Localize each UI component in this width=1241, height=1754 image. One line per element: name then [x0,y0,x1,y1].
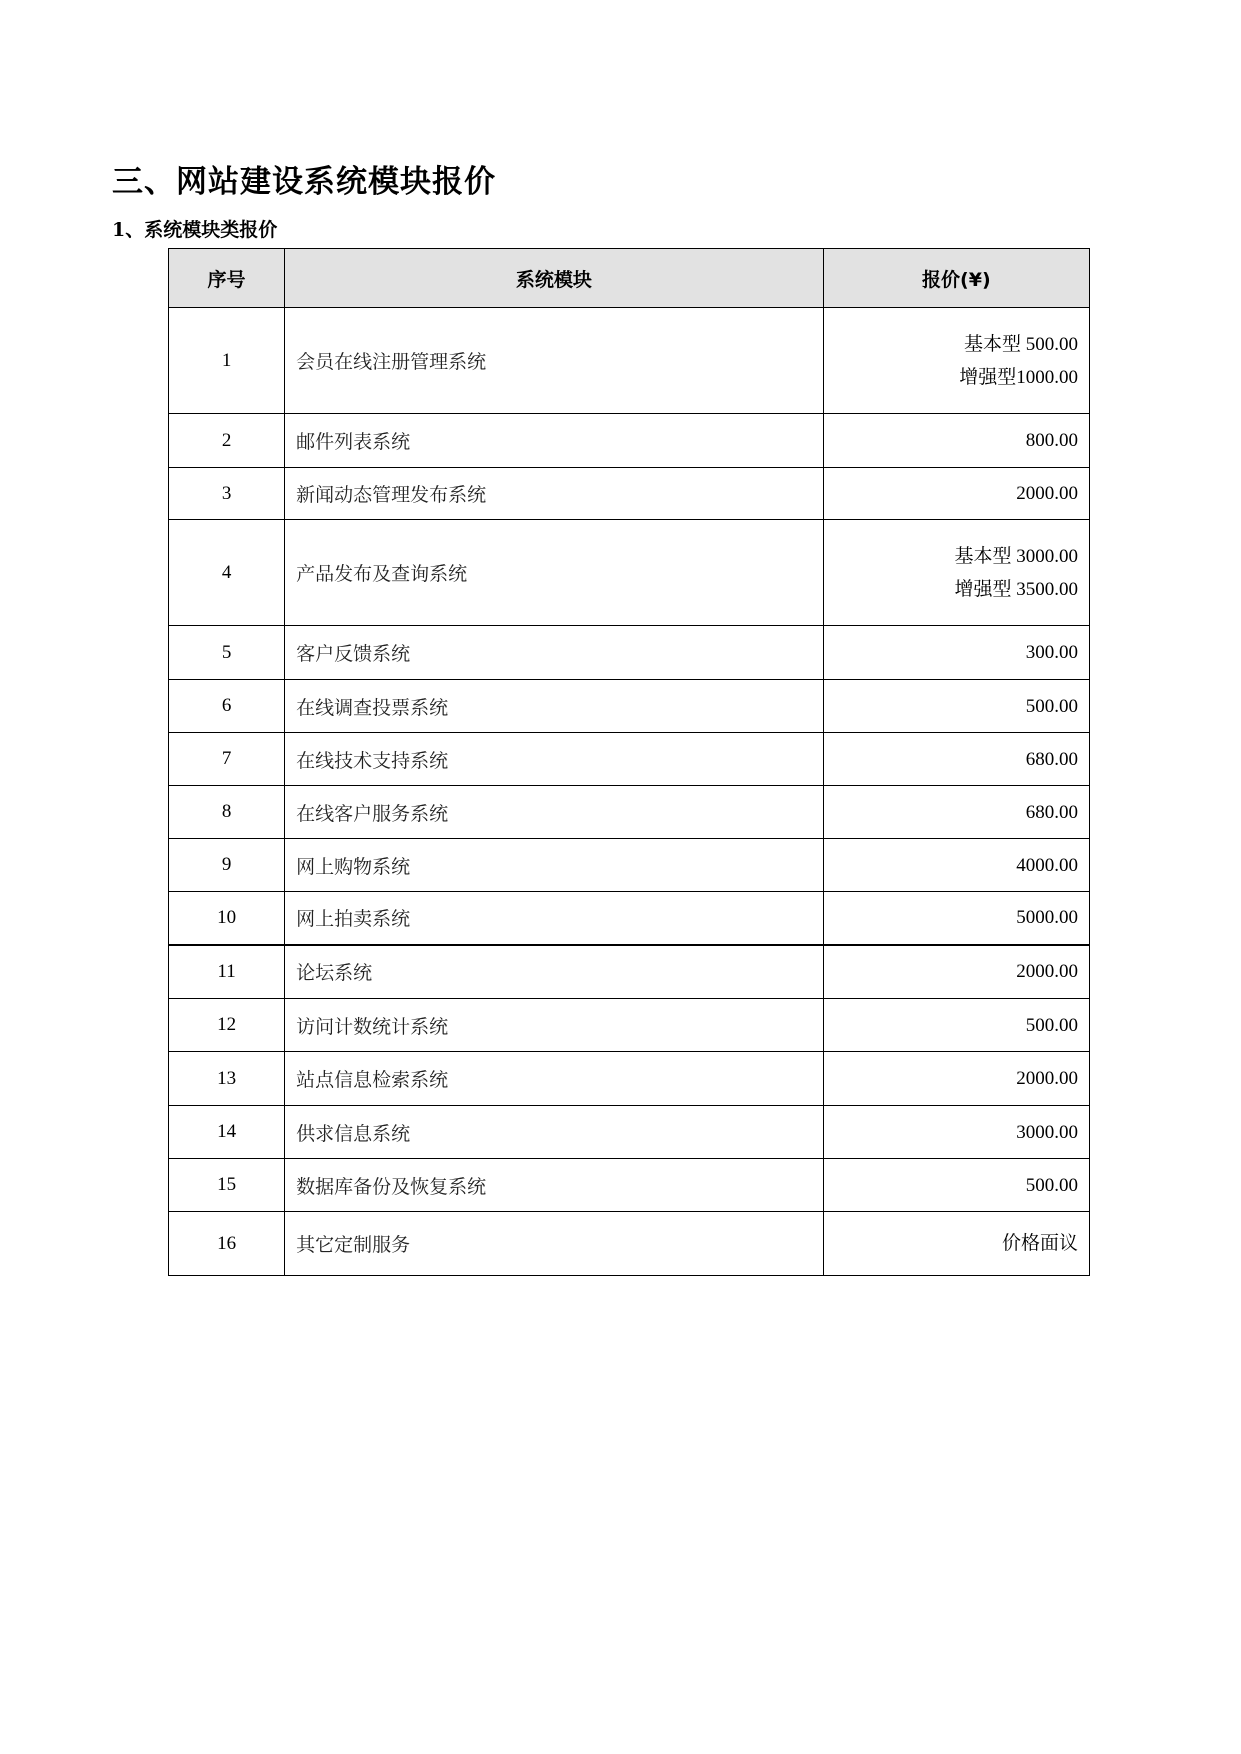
header-index: 序号 [169,249,285,308]
table-row [169,1052,1090,1106]
table-row [169,468,1090,520]
row-price: 680.00 [823,733,1089,786]
table-header-row [169,249,1090,308]
row-index: 8 [169,786,285,839]
table-row [169,414,1090,468]
row-index: 1 [169,308,285,414]
table-row [169,520,1090,626]
row-price: 680.00 [823,786,1089,839]
row-index: 4 [169,520,285,626]
table-row [169,1106,1090,1159]
table-row [169,945,1090,999]
row-price: 300.00 [823,626,1089,680]
row-index: 12 [169,999,285,1052]
section-subtitle: 1、系统模块类报价 [112,219,278,241]
row-module: 站点信息检索系统 [285,1052,824,1106]
row-price [823,308,1089,414]
row-price [823,520,1089,626]
price-enhanced: 增强型1000.00 [959,366,1078,388]
row-module: 供求信息系统 [285,1106,824,1159]
header-price: 报价(¥) [823,249,1089,308]
header-module: 系统模块 [285,249,824,308]
row-index: 2 [169,414,285,468]
row-price: 价格面议 [823,1212,1089,1276]
row-price: 500.00 [823,1159,1089,1212]
row-index: 14 [169,1106,285,1159]
row-module: 其它定制服务 [285,1212,824,1276]
row-price: 2000.00 [823,1052,1089,1106]
table-row [169,626,1090,680]
row-price: 800.00 [823,414,1089,468]
row-module: 客户反馈系统 [285,626,824,680]
row-index: 5 [169,626,285,680]
price-basic: 基本型 500.00 [963,333,1078,355]
table-row [169,786,1090,839]
row-price: 2000.00 [823,945,1089,999]
row-price: 500.00 [823,680,1089,733]
row-index: 16 [169,1212,285,1276]
table-row [169,680,1090,733]
row-module: 新闻动态管理发布系统 [285,468,824,520]
row-module: 在线客户服务系统 [285,786,824,839]
row-index: 10 [169,892,285,945]
table-row [169,892,1090,945]
table-row [169,1212,1090,1276]
row-module: 在线技术支持系统 [285,733,824,786]
page-title: 三、网站建设系统模块报价 [112,164,496,200]
row-price: 500.00 [823,999,1089,1052]
row-index: 13 [169,1052,285,1106]
table-row [169,999,1090,1052]
row-module: 会员在线注册管理系统 [285,308,824,414]
row-module: 产品发布及查询系统 [285,520,824,626]
row-index: 6 [169,680,285,733]
row-module: 在线调查投票系统 [285,680,824,733]
row-module: 访问计数统计系统 [285,999,824,1052]
row-price: 4000.00 [823,839,1089,892]
row-index: 3 [169,468,285,520]
table-row [169,1159,1090,1212]
price-enhanced: 增强型 3500.00 [954,578,1078,600]
row-module: 数据库备份及恢复系统 [285,1159,824,1212]
row-module: 邮件列表系统 [285,414,824,468]
row-price: 5000.00 [823,892,1089,945]
row-module: 论坛系统 [285,945,824,999]
row-module: 网上拍卖系统 [285,892,824,945]
row-index: 9 [169,839,285,892]
table-row [169,839,1090,892]
row-module: 网上购物系统 [285,839,824,892]
table-row [169,308,1090,414]
row-index: 11 [169,945,285,999]
table-row [169,733,1090,786]
row-price: 3000.00 [823,1106,1089,1159]
price-table [168,248,1090,1276]
price-basic: 基本型 3000.00 [954,545,1078,567]
row-index: 15 [169,1159,285,1212]
row-index: 7 [169,733,285,786]
row-price: 2000.00 [823,468,1089,520]
